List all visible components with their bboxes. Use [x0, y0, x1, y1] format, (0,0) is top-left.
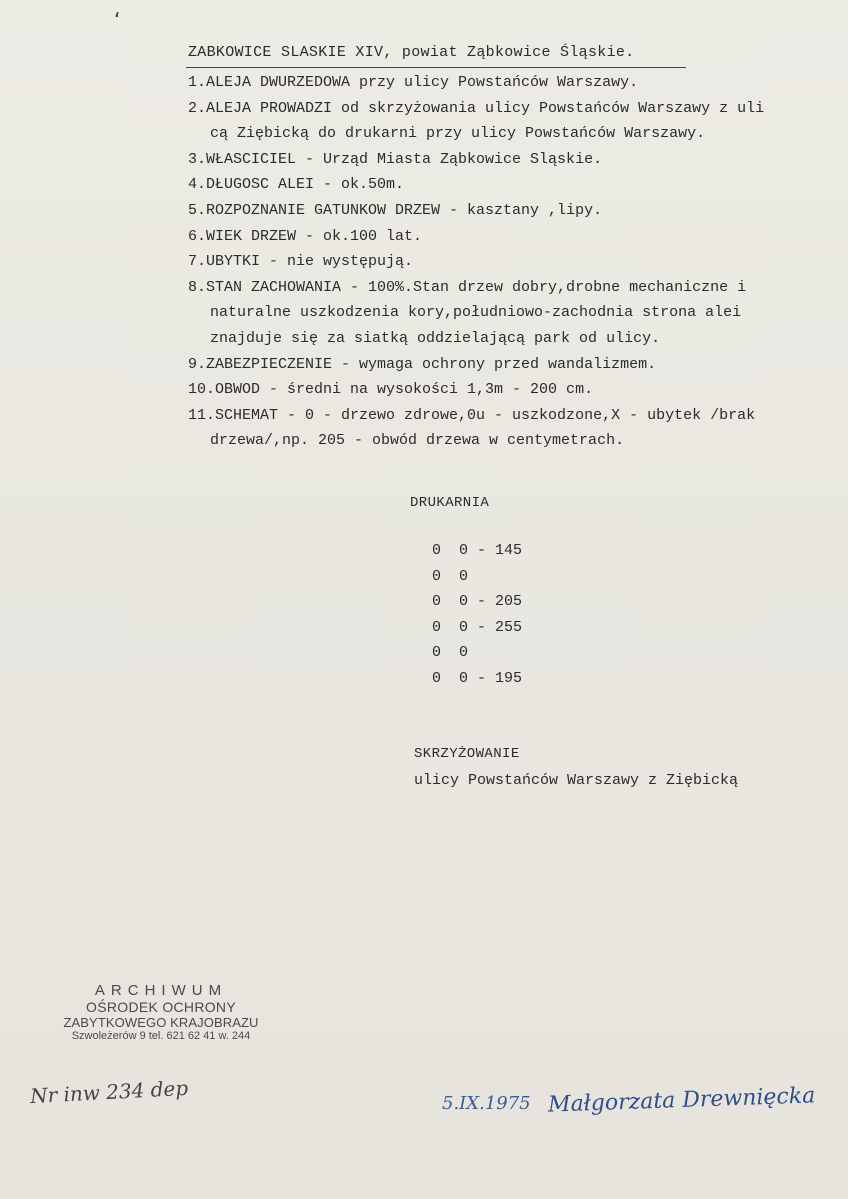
list-item-continuation: naturalne uszkodzenia kory,południowo-zachodnia strona alei: [210, 304, 742, 322]
list-item: 3.WŁASCICIEL - Urząd Miasta Ząbkowice Sląskie.: [188, 150, 603, 168]
stamp-line-1: ARCHIWUM: [94, 982, 228, 999]
handwritten-date: 5.IX.1975: [442, 1093, 531, 1114]
list-item: 11.SCHEMAT - 0 - drzewo zdrowe,0u - uszkodzone,X - ubytek /brak: [188, 406, 756, 424]
corner-mark: ‘: [114, 8, 121, 32]
signature: Małgorzata Drewnięcka: [547, 1083, 816, 1118]
list-item: 5.ROZPOZNANIE GATUNKOW DRZEW - kasztany ,lipy.: [188, 201, 603, 219]
title-underline: [186, 67, 686, 68]
stamp-line-4: Szwoleżerów 9 tel. 621 62 41 w. 244: [71, 1030, 251, 1042]
list-item: 7.UBYTKI - nie występują.: [188, 253, 414, 271]
list-item-continuation: cą Ziębicką do drukarni przy ulicy Powstańców Warszawy.: [210, 125, 706, 143]
schema-top-label: DRUKARNIA: [410, 495, 490, 511]
archive-stamp: [56, 982, 266, 1042]
tree-row: 0 0 - 145: [432, 542, 523, 559]
tree-row: 0 0 - 255: [432, 618, 523, 636]
stamp-line-3: ZABYTKOWEGO KRAJOBRAZU: [63, 1015, 259, 1030]
tree-row: 0 0 - 195: [432, 669, 523, 687]
schema-bottom-sublabel: ulicy Powstańców Warszawy z Ziębicką: [414, 772, 739, 789]
inventory-note: Nr inw 234 dep: [29, 1075, 189, 1109]
tree-row: 0 0: [432, 644, 469, 662]
tree-schema: [432, 538, 522, 692]
item-list: [188, 70, 828, 454]
list-item: 4.DŁUGOSC ALEI - ok.50m.: [188, 176, 405, 194]
list-item: 9.ZABEZPIECZENIE - wymaga ochrony przed wandalizmem.: [188, 355, 657, 373]
list-item: 8.STAN ZACHOWANIA - 100%.Stan drzew dobry,drobne mechaniczne i: [188, 278, 747, 296]
tree-row: 0 0: [432, 567, 469, 585]
list-item: 6.WIEK DRZEW - ok.100 lat.: [188, 227, 423, 245]
schema-bottom-label: SKRZYŻOWANIE: [414, 746, 520, 762]
list-item: 2.ALEJA PROWADZI od skrzyżowania ulicy Powstańców Warszawy z uli: [188, 99, 765, 117]
document-title: ZABKOWICE SLASKIE XIV, powiat Ząbkowice Śląskie.: [188, 44, 635, 61]
list-item: 1.ALEJA DWURZEDOWA przy ulicy Powstańców Warszawy.: [188, 74, 639, 91]
list-item: 10.OBWOD - średni na wysokości 1,3m - 200 cm.: [188, 381, 594, 399]
tree-row: 0 0 - 205: [432, 593, 523, 611]
list-item-continuation: drzewa/,np. 205 - obwód drzewa w centymetrach.: [210, 432, 625, 450]
stamp-line-2: OŚRODEK OCHRONY: [86, 999, 236, 1015]
list-item-continuation: znajduje się za siatką oddzielającą park od ulicy.: [210, 329, 661, 347]
